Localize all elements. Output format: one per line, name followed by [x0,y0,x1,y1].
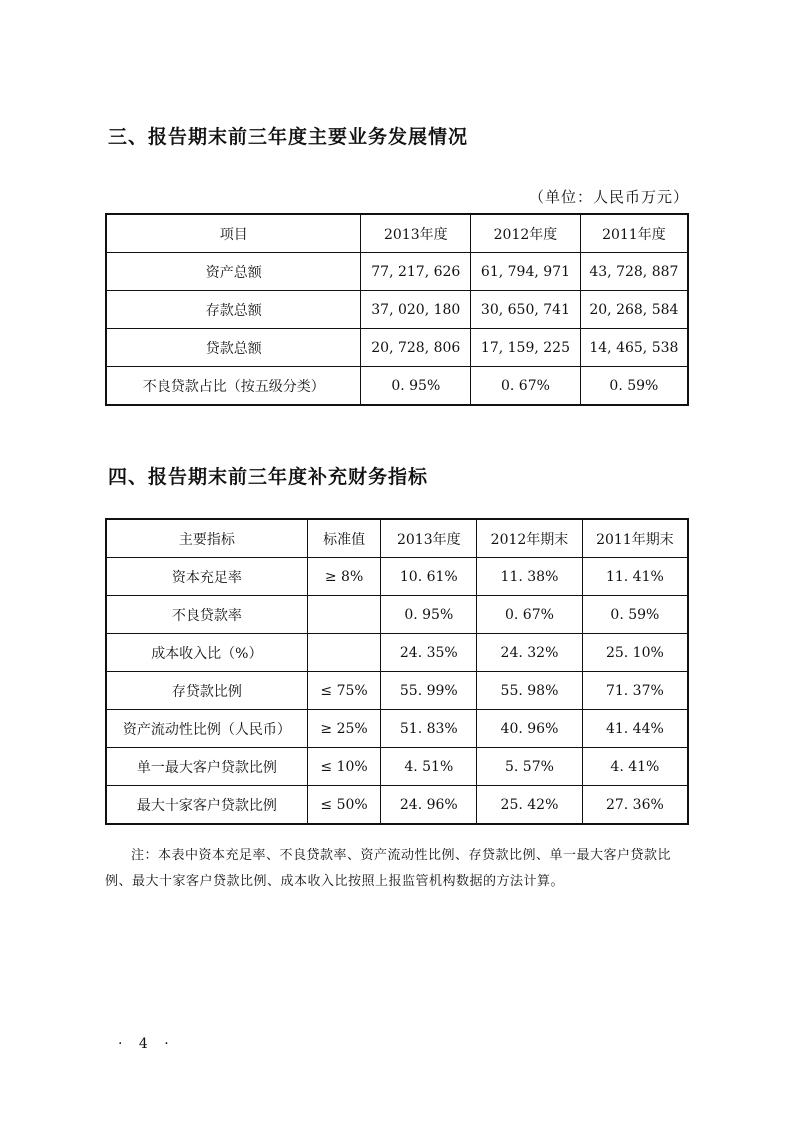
standard-cell: ≥ 25% [307,710,381,748]
table-cell: 30, 650, 741 [471,291,581,329]
row-label: 资产总额 [106,253,361,291]
section-3-title: 三、报告期末前三年度主要业务发展情况 [108,126,469,148]
table-cell: 20, 268, 584 [580,291,688,329]
standard-cell: ≤ 50% [307,786,381,825]
table-row [106,786,688,825]
table-cell: 41. 44% [582,710,688,748]
table-cell: 43, 728, 887 [580,253,688,291]
table-cell: 11. 41% [582,558,688,596]
table-cell: 25. 42% [477,786,583,825]
table-cell: 25. 10% [582,634,688,672]
row-label: 资本充足率 [106,558,307,596]
standard-cell: ≤ 10% [307,748,381,786]
standard-cell [307,634,381,672]
table-cell: 4. 51% [381,748,477,786]
table-cell: 17, 159, 225 [471,329,581,367]
row-label: 贷款总额 [106,329,361,367]
table-header-row [106,214,688,253]
table-cell: 4. 41% [582,748,688,786]
row-label: 不良贷款率 [106,596,307,634]
table-cell: 55. 98% [477,672,583,710]
header-cell: 2013年度 [381,519,477,558]
table-cell: 24. 35% [381,634,477,672]
row-label: 最大十家客户贷款比例 [106,786,307,825]
table-row [106,596,688,634]
table-cell: 11. 38% [477,558,583,596]
unit-label: （单位：人民币万元） [528,188,689,206]
table-cell: 0. 67% [471,367,581,406]
table-cell: 0. 67% [477,596,583,634]
table-row [106,710,688,748]
table-row [106,367,688,406]
section-4-title: 四、报告期末前三年度补充财务指标 [108,466,429,488]
table-cell: 61, 794, 971 [471,253,581,291]
header-cell: 2011年期末 [582,519,688,558]
header-cell: 主要指标 [106,519,307,558]
table-cell: 0. 59% [582,596,688,634]
page-number: · 4 · [118,1036,175,1052]
table-row [106,253,688,291]
row-label: 资产流动性比例（人民币） [106,710,307,748]
standard-cell: ≤ 75% [307,672,381,710]
financial-indicators-table [105,518,689,825]
table-cell: 40. 96% [477,710,583,748]
table-header-row [106,519,688,558]
table-note: 注：本表中资本充足率、不良贷款率、资产流动性比例、存贷款比例、单一最大客户贷款比例、最大十家客户贷款比例、成本收入比按照上报监管机构数据的方法计算。 [105,848,672,889]
table-row [106,748,688,786]
standard-cell [307,596,381,634]
table-cell: 0. 95% [381,596,477,634]
header-cell: 2012年期末 [477,519,583,558]
row-label: 存贷款比例 [106,672,307,710]
table-cell: 37, 020, 180 [361,291,471,329]
table-row [106,672,688,710]
table-row [106,329,688,367]
table-cell: 14, 465, 538 [580,329,688,367]
table-row [106,291,688,329]
header-cell: 项目 [106,214,361,253]
table-cell: 24. 32% [477,634,583,672]
table-cell: 27. 36% [582,786,688,825]
row-label: 存款总额 [106,291,361,329]
business-development-table [105,213,689,406]
table-cell: 0. 95% [361,367,471,406]
table-cell: 51. 83% [381,710,477,748]
table-cell: 20, 728, 806 [361,329,471,367]
row-label: 不良贷款占比（按五级分类） [106,367,361,406]
header-cell: 2012年度 [471,214,581,253]
table-cell: 71. 37% [582,672,688,710]
standard-cell: ≥ 8% [307,558,381,596]
table-cell: 10. 61% [381,558,477,596]
row-label: 成本收入比（%） [106,634,307,672]
table-cell: 77, 217, 626 [361,253,471,291]
header-cell: 标准值 [307,519,381,558]
table-row [106,634,688,672]
header-cell: 2011年度 [580,214,688,253]
header-cell: 2013年度 [361,214,471,253]
table-cell: 0. 59% [580,367,688,406]
table-row [106,558,688,596]
table-cell: 55. 99% [381,672,477,710]
table-cell: 5. 57% [477,748,583,786]
table-cell: 24. 96% [381,786,477,825]
row-label: 单一最大客户贷款比例 [106,748,307,786]
